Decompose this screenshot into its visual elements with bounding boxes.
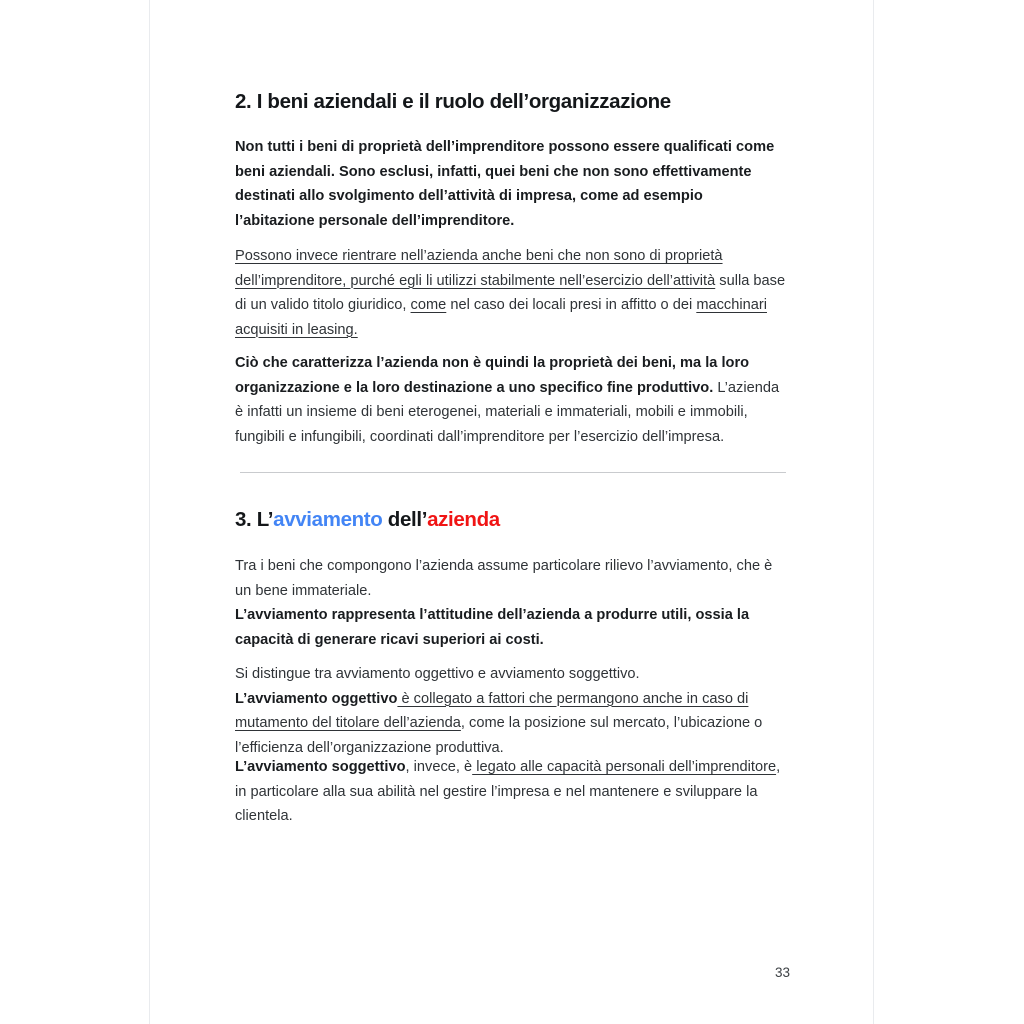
section-3-tra-paragraph — [235, 554, 786, 652]
soggettivo-bold-term: L’avviamento soggettivo — [235, 759, 406, 775]
possono-underlined-clause-1: Possono invece rientrare nell’azienda anche beni che non sono di proprietà dell’imprenditore, purché egli li utilizzi stabilmente nell’esercizio dell’attività — [235, 248, 723, 289]
possono-underlined-clause-2: come — [410, 297, 447, 313]
cio-remainder: L’azienda è infatti un insieme di beni eterogenei, materiali e immateriali, mobili e immobili, fungibili e infungibili, coordinati dall’imprenditore per l’esercizio dell’impresa. — [235, 379, 780, 445]
oggettivo-bold-term: L’avviamento oggettivo — [235, 690, 398, 707]
section-3-heading-azienda: azienda — [427, 508, 500, 531]
section-3-soggettivo-paragraph — [235, 755, 786, 829]
page-number: 33 — [774, 965, 790, 980]
section-2-cio-paragraph — [235, 351, 786, 449]
soggettivo-remainder: , in particolare alla sua abilità nel gestire l’impresa e nel mantenere e sviluppare la clientela. — [235, 759, 781, 824]
possono-plain-clause-2: nel caso dei locali presi in affitto o dei — [446, 297, 697, 313]
cio-bold-lead: Ciò che caratterizza l’azienda non è quindi la proprietà dei beni, ma la loro organizzazione e la loro destinazione a uno specifico fine produttivo. — [235, 355, 750, 396]
section-2-possono-paragraph — [235, 244, 786, 342]
oggettivo-remainder: , come la posizione sul mercato, l’ubicazione o l’efficienza dell’organizzazione produttiva. — [235, 715, 763, 756]
possono-underlined-clause-3: macchinari acquisiti in leasing. — [235, 297, 767, 338]
section-3-oggettivo-paragraph — [235, 662, 786, 760]
section-2-intro-paragraph: Non tutti i beni di proprietà dell’imprenditore possono essere qualificati come beni aziendali. Sono esclusi, infatti, quei beni che non sono effettivamente destinati allo svolgimento dell’attività di impresa, come ad esempio l’abitazione personale dell’imprenditore. — [235, 139, 775, 229]
possono-plain-clause-1: sulla base di un valido titolo giuridico, — [235, 272, 786, 313]
soggettivo-plain-middle: , invece, è — [405, 759, 473, 775]
section-2-heading: 2. I beni aziendali e il ruolo dell’organizzazione — [235, 90, 671, 113]
section-divider — [240, 472, 786, 473]
tra-bold-definition: L’avviamento rappresenta l’attitudine dell’azienda a produrre utili, ossia la capacità di generare ricavi superiori ai costi. — [235, 607, 750, 648]
section-3-heading — [235, 507, 795, 533]
tra-plain-lead: Tra i beni che compongono l’azienda assume particolare rilievo l’avviamento, che è un bene immateriale. — [235, 558, 773, 599]
soggettivo-underlined-clause: legato alle capacità personali dell’imprenditore — [472, 759, 777, 775]
oggettivo-plain-lead: Si distingue tra avviamento oggettivo e avviamento soggettivo. — [235, 666, 640, 682]
document-page-sheet — [149, 0, 874, 1024]
section-3-heading-avviamento: avviamento — [273, 508, 383, 531]
section-3-heading-part-1: 3. L’ — [235, 508, 274, 531]
oggettivo-underlined-clause: è collegato a fattori che permangono anche in caso di mutamento del titolare dell’azienda — [235, 690, 749, 731]
section-3-heading-part-3: dell’ — [382, 508, 428, 531]
